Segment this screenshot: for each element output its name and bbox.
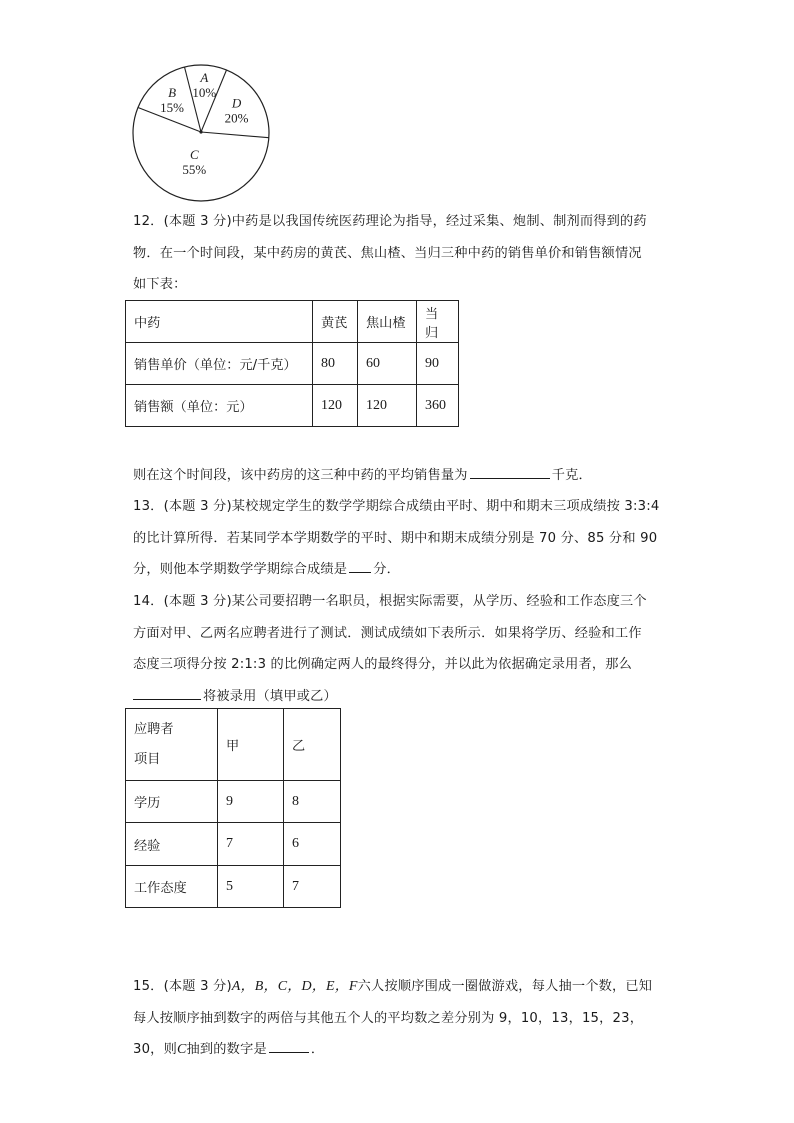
q15-line-1-prefix: 15．(本题 3 分) [133,979,232,994]
q14-table [125,708,341,908]
table-header-cell: 黄芪 [313,301,358,343]
table-header-row [126,709,341,781]
pie-chart [128,60,274,206]
table-row [126,385,459,427]
table-cell: 60 [358,343,417,385]
table-cell: 6 [284,823,341,866]
q15-line-1-suffix: 六人按顺序围成一圈做游戏，每人抽一个数，已知 [357,979,653,994]
q14-line-4: 将被录用（填甲或乙） [203,688,337,704]
question-13 [133,491,663,586]
q12-answer-line [133,460,663,492]
pie-slice-value-label: 20% [224,110,249,126]
table-cell: 销售额（单位：元） [126,385,313,427]
table-header-cell: 中药 [126,301,313,343]
q13-line-3-suffix: 分． [373,562,400,577]
table-cell: 工作态度 [126,866,218,908]
q15-line-2: 每人按顺序抽到数字的两倍与其他五个人的平均数之差分别为 9，10，13，15，23， [133,1010,644,1026]
answer-blank[interactable] [349,558,371,573]
table-cell: 8 [284,781,341,823]
pie-slice-value-label: 10% [192,85,217,101]
answer-blank[interactable] [470,464,550,479]
question-12 [133,206,663,301]
pie-slice-label: A [200,70,209,86]
corner-top-label: 应聘者 [134,721,174,737]
table-cell: 5 [218,866,284,908]
q12-line-1: 12．(本题 3 分)中药是以我国传统医药理论为指导，经过采集、炮制、制剂而得到的药 [133,214,647,229]
pie-slice-label: B [168,84,177,100]
question-14 [133,586,663,712]
answer-blank[interactable] [269,1038,309,1053]
q15-line-3-prefix: 30，则 [133,1042,177,1057]
pie-chart-svg [128,60,274,206]
pie-slice-label: D [231,95,242,111]
q13-line-1: 13．(本题 3 分)某校规定学生的数学学期综合成绩由平时、期中和期末三项成绩按 3:3:4 [133,499,660,514]
q14-line-1: 14．(本题 3 分)某公司要招聘一名职员，根据实际需要，从学历、经验和工作态度三个 [133,594,647,609]
answer-blank[interactable] [133,685,201,700]
pie-slice-value-label: 55% [182,162,207,178]
pie-center-dot [199,130,202,133]
q13-line-2: 的比计算所得．若某同学本学期数学的平时、期中和期末成绩分别是 70 分、85 分和 90 [133,530,658,546]
table-cell: 80 [313,343,358,385]
q12-line-3: 如下表： [133,277,187,292]
table-row [126,781,341,823]
table-cell: 90 [417,343,459,385]
table-cell: 学历 [126,781,218,823]
q12-line-2: 物．在一个时间段，某中药房的黄芪、焦山楂、当归三种中药的销售单价和销售额情况 [133,245,642,261]
table-cell: 9 [218,781,284,823]
corner-bottom-label: 项目 [134,751,161,767]
table-header-cell: 乙 [284,709,341,781]
table-cell: 7 [284,866,341,908]
q12-answer-prefix: 则在这个时间段，该中药房的这三种中药的平均销售量为 [133,468,468,483]
table-cell: 经验 [126,823,218,866]
q15-line-3-suffix: ． [310,1042,325,1057]
pie-slice-label: C [189,147,199,163]
table-row [126,866,341,908]
table-cell: 7 [218,823,284,866]
table-header-cell: 焦山楂 [358,301,417,343]
q13-line-3-prefix: 分，则他本学期数学学期综合成绩是 [133,562,348,577]
q12-answer-suffix: 千克． [551,468,592,483]
pie-slice-value-label: 15% [160,99,185,115]
table-cell: 120 [358,385,417,427]
q14-line-3: 态度三项得分按 2:1:3 的比例确定两人的最终得分，并以此为依据确定录用者，那么 [133,657,633,672]
table-cell: 360 [417,385,459,427]
q15-line-1-letters: A，B，C，D，E，F [231,979,358,994]
table-corner-cell [126,709,218,781]
q15-line-3-mid: 抽到的数字是 [186,1042,267,1057]
table-row [126,823,341,866]
table-header-cell: 甲 [218,709,284,781]
question-15 [133,971,663,1066]
q14-line-2: 方面对甲、乙两名应聘者进行了测试．测试成绩如下表所示．如果将学历、经验和工作 [133,625,642,641]
table-header-row [126,301,459,343]
table-cell: 销售单价（单位：元/千克） [126,343,313,385]
q12-table [125,300,459,427]
table-cell: 120 [313,385,358,427]
q15-line-3-letter: C [176,1042,187,1057]
table-row [126,343,459,385]
table-header-cell: 当归 [417,301,459,343]
